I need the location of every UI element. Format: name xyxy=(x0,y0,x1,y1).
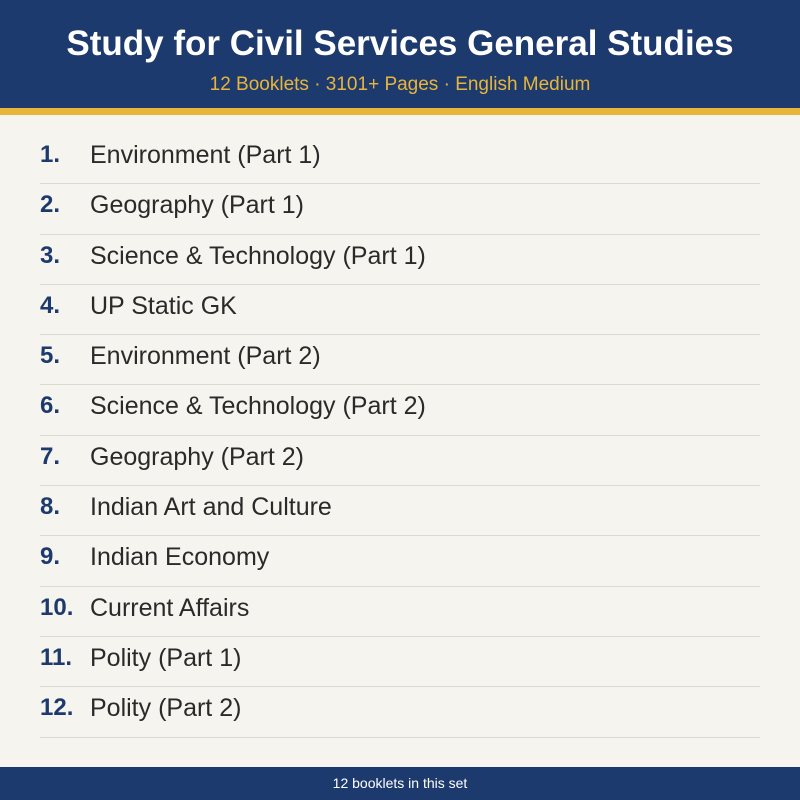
booklet-title: Environment (Part 1) xyxy=(90,141,321,169)
list-item xyxy=(40,486,760,536)
list-item xyxy=(40,587,760,637)
booklet-list xyxy=(40,134,760,738)
footer-bar xyxy=(0,767,800,800)
list-item xyxy=(40,235,760,285)
list-item xyxy=(40,385,760,435)
booklet-number: 3. xyxy=(40,241,61,269)
booklet-title: Geography (Part 2) xyxy=(90,442,304,471)
list-item xyxy=(40,436,760,486)
booklet-title: Geography (Part 1) xyxy=(90,191,304,220)
booklet-number: 1. xyxy=(40,141,61,168)
booklet-number: 5. xyxy=(40,342,61,370)
list-item xyxy=(40,184,760,234)
booklet-number: 2. xyxy=(40,191,61,219)
list-item xyxy=(40,687,760,737)
booklet-number: 9. xyxy=(40,543,61,571)
booklet-title: Current Affairs xyxy=(90,593,250,622)
list-item xyxy=(40,134,760,184)
booklet-title: Environment (Part 2) xyxy=(90,342,321,371)
list-item xyxy=(40,536,760,586)
booklet-title: Polity (Part 2) xyxy=(90,694,242,723)
booklet-number: 8. xyxy=(40,493,61,521)
booklet-title: Science & Technology (Part 1) xyxy=(90,241,426,270)
booklet-title: Polity (Part 1) xyxy=(90,643,242,672)
list-item xyxy=(40,285,760,335)
booklet-title: Indian Economy xyxy=(90,543,270,572)
header-banner xyxy=(0,0,800,108)
booklet-number: 11. xyxy=(40,643,73,671)
booklet-title: Indian Art and Culture xyxy=(90,493,332,522)
booklet-title: Science & Technology (Part 2) xyxy=(90,392,426,421)
booklet-title: UP Static GK xyxy=(90,291,237,320)
booklet-number: 4. xyxy=(40,291,61,319)
page-title: Study for Civil Services General Studies xyxy=(66,24,734,63)
booklet-number: 10. xyxy=(40,593,74,621)
page-subtitle: 12 Booklets · 3101+ Pages · English Medium xyxy=(209,74,591,95)
list-item xyxy=(40,335,760,385)
booklet-number: 6. xyxy=(40,392,61,420)
footer-text: 12 booklets in this set xyxy=(332,775,468,791)
accent-divider xyxy=(0,108,800,115)
list-item xyxy=(40,637,760,687)
booklet-number: 12. xyxy=(40,694,74,722)
booklet-number: 7. xyxy=(40,442,61,470)
